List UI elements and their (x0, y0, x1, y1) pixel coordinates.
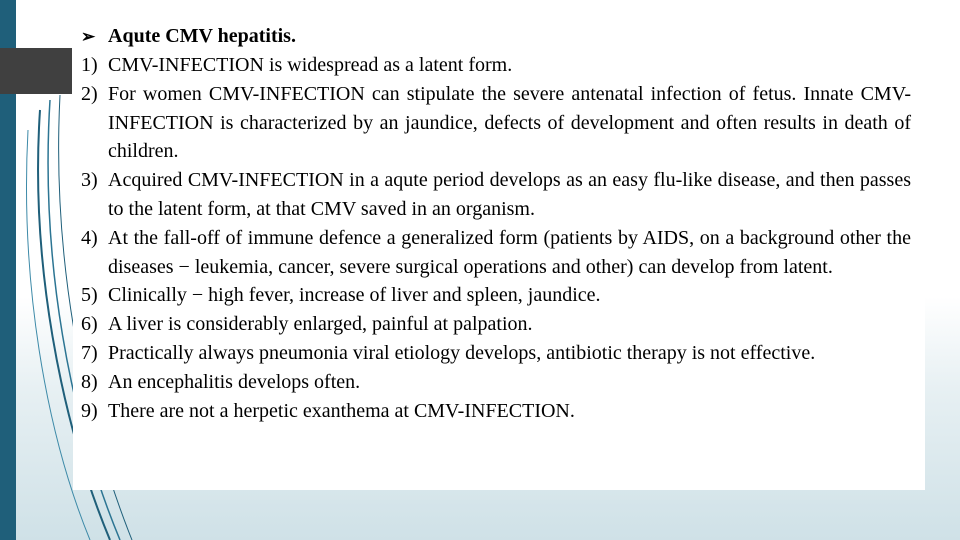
heading-text: Aqute CMV hepatitis. (108, 25, 296, 47)
item-text: Acquired CMV-INFECTION in a aqute period develops as an easy flu-like disease, and then passes to the latent form, at that CMV saved in an organism. (108, 169, 911, 220)
item-number: 2) (81, 82, 98, 105)
item-text: CMV-INFECTION is widespread as a latent form. (108, 54, 513, 76)
list-item (81, 51, 911, 80)
item-number: 3) (81, 169, 98, 192)
content-panel (73, 22, 925, 490)
list-item (81, 368, 911, 397)
item-text: An encephalitis develops often. (108, 370, 361, 393)
left-dark-block (0, 48, 72, 94)
item-text: Practically always pneumonia viral etiology develops, antibiotic therapy is not effective. (108, 341, 816, 364)
item-number: 9) (81, 399, 98, 422)
list-item (81, 281, 911, 310)
slide-heading (81, 22, 911, 51)
item-number: 8) (81, 370, 98, 393)
list-item (81, 224, 911, 282)
item-text: There are not a herpetic exanthema at CMV-INFECTION. (108, 399, 575, 422)
item-number: 4) (81, 226, 98, 249)
list-item (81, 339, 911, 368)
item-text: At the fall-off of immune defence a generalized form (patients by AIDS, on a background other the diseases − leukemia, cancer, severe surgical operations and other) can develop from latent. (108, 226, 911, 278)
item-number: 7) (81, 341, 98, 364)
item-text: A liver is considerably enlarged, painful at palpation. (108, 313, 533, 336)
arrow-bullet-icon: ➢ (81, 27, 96, 46)
item-number: 1) (81, 54, 98, 76)
list-item (81, 80, 911, 166)
numbered-list (81, 51, 911, 425)
item-text: For women CMV-INFECTION can stipulate the severe antenatal infection of fetus. Innate CMV-INFECTION is characterized by an jaundice, defects of development and often results in death of children. (108, 82, 911, 163)
item-number: 5) (81, 284, 98, 307)
list-item (81, 310, 911, 339)
item-text: Clinically − high fever, increase of liver and spleen, jaundice. (108, 284, 601, 307)
list-item (81, 397, 911, 426)
item-number: 6) (81, 313, 98, 336)
list-item (81, 166, 911, 224)
